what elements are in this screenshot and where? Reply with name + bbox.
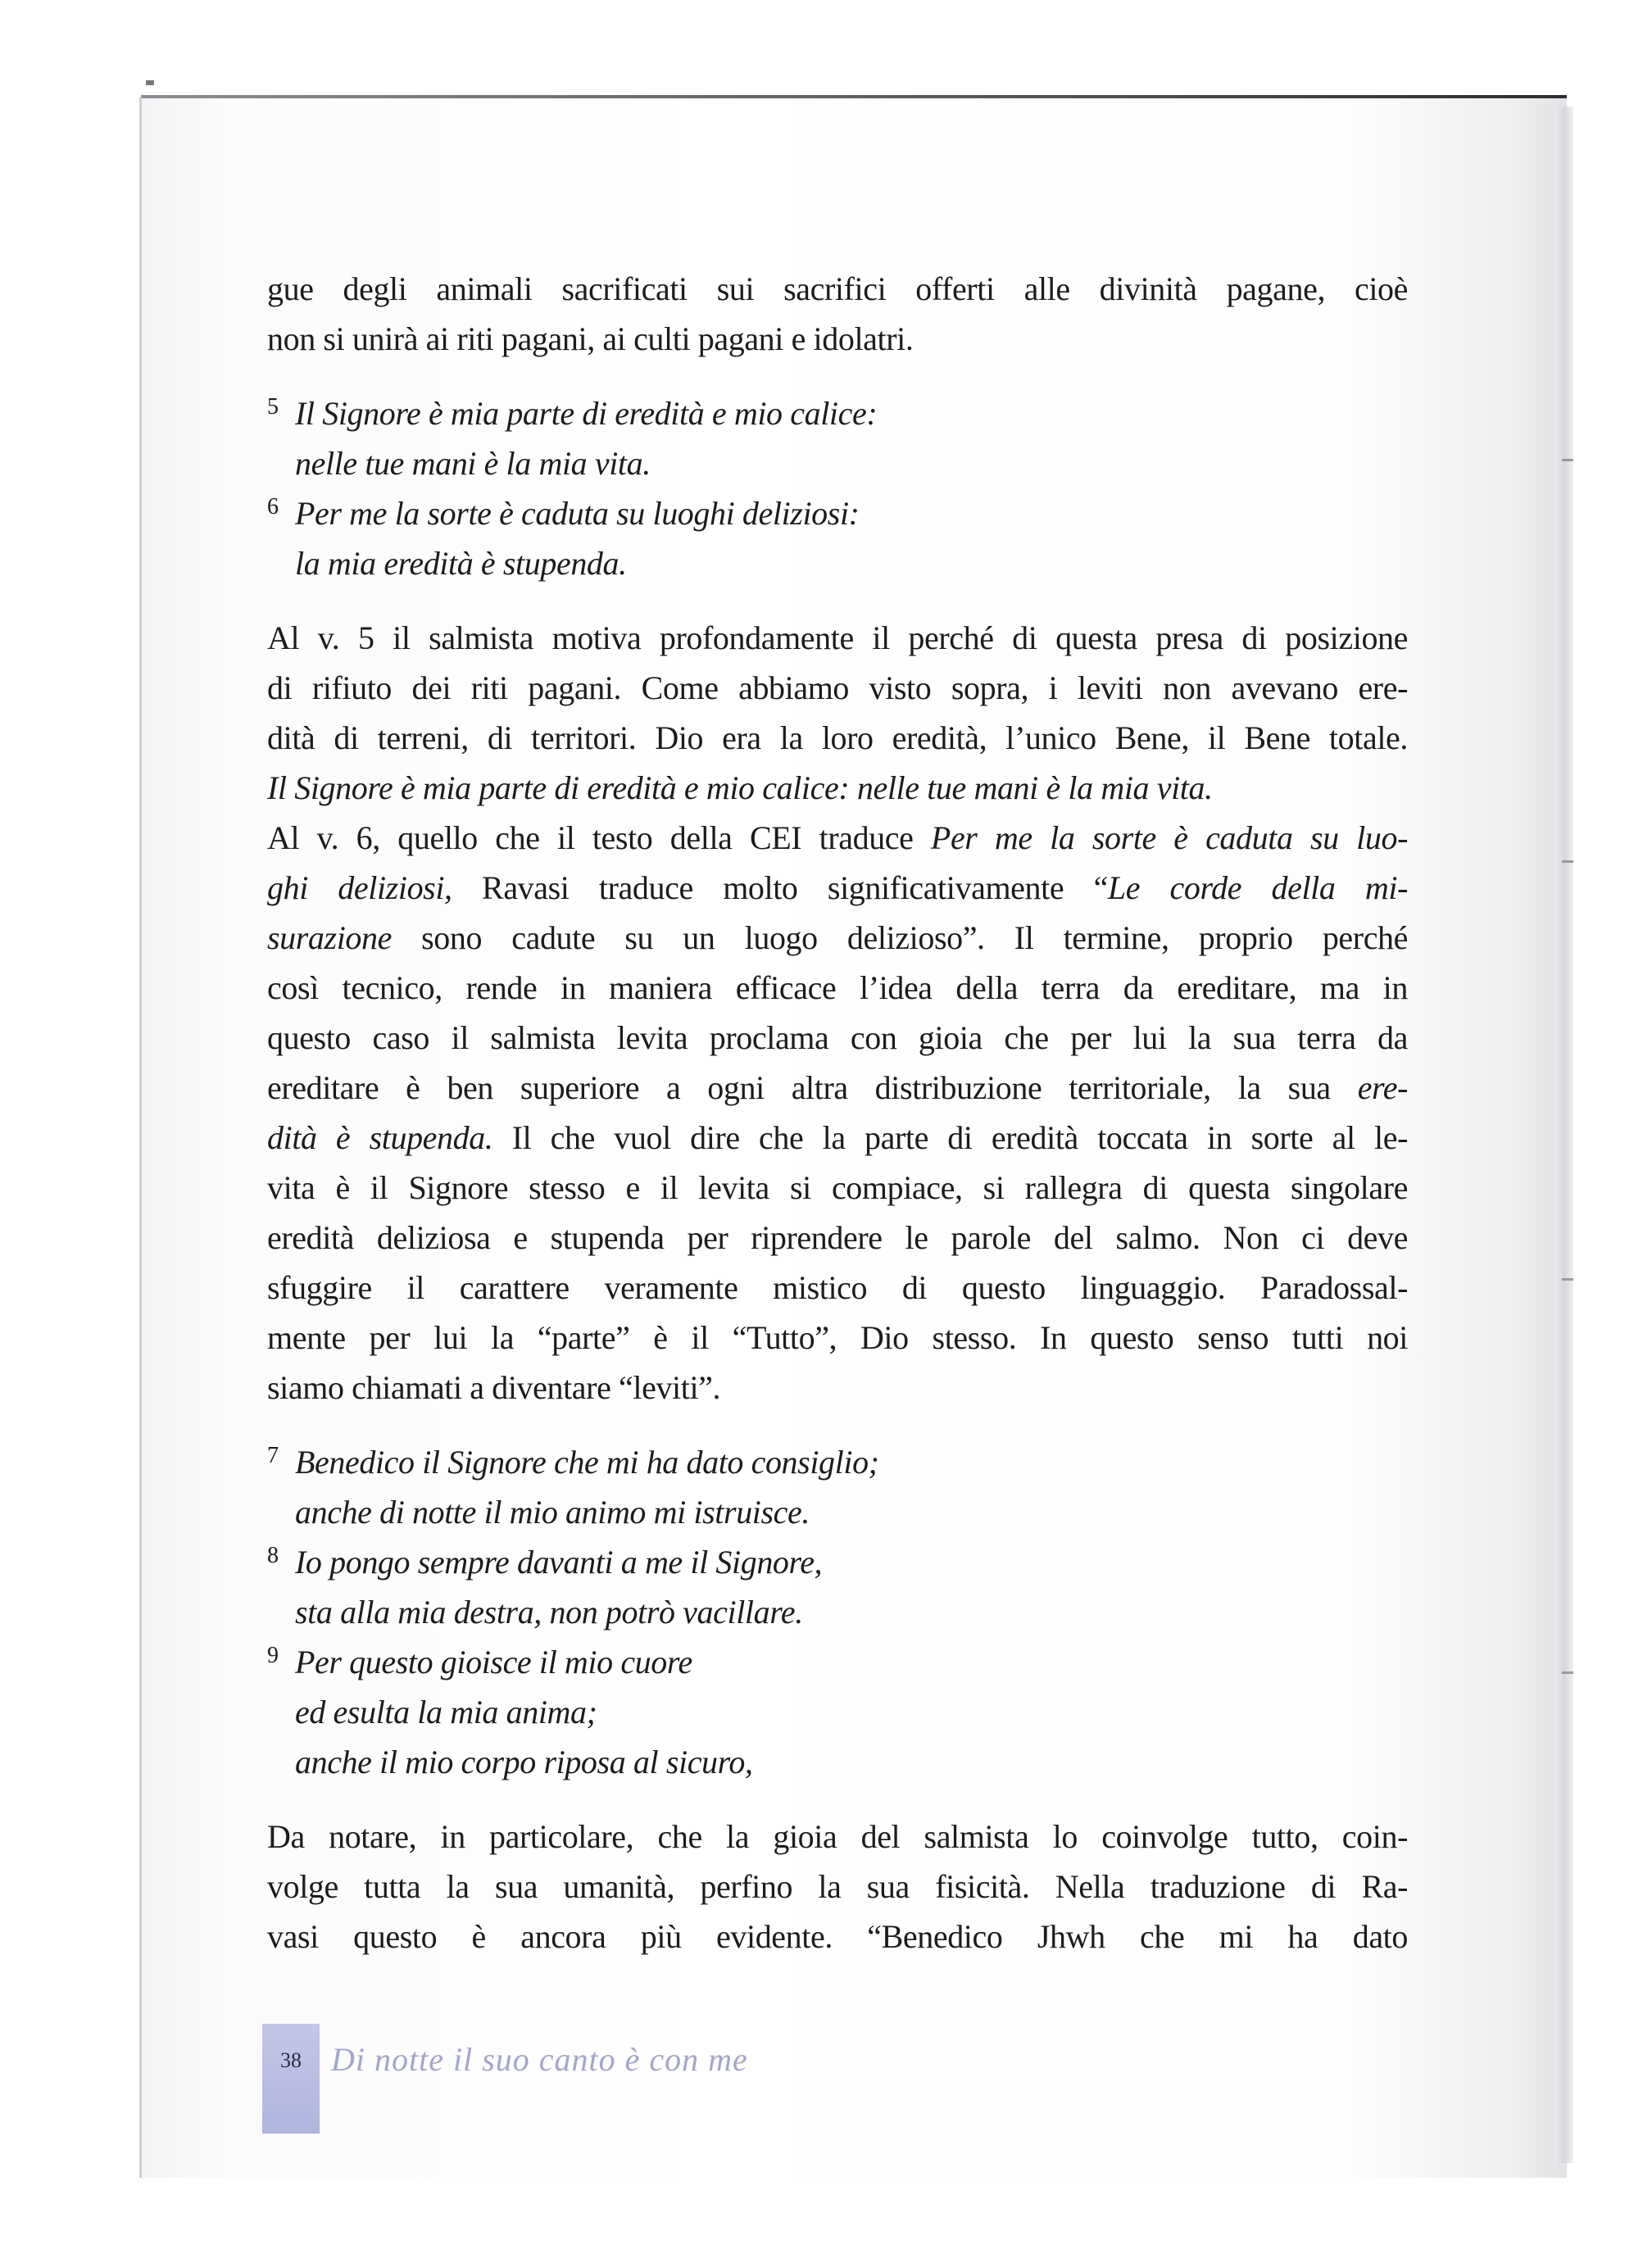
page-number: 38	[280, 2048, 302, 2072]
verse-line: Il Signore è mia parte di eredità e mio calice:	[295, 395, 878, 432]
paragraph-line: questo caso il salmista levita proclama con gioia che per lui la sua terra da	[267, 1019, 1408, 1056]
paragraph-joy	[267, 1812, 1408, 1962]
paragraph-line: di rifiuto dei riti pagani. Come abbiamo visto sopra, i leviti non avevano ere-	[267, 669, 1408, 706]
text-run-italic: Le corde della mi-	[1107, 869, 1408, 906]
paragraph-line: dità di terreni, di territori. Dio era la loro eredità, l’unico Bene, il Bene totale.	[267, 719, 1408, 756]
text-run: ereditare è ben superiore a ogni altra distribuzione territoriale, la sua	[267, 1069, 1358, 1106]
paragraph-commentary-v5	[267, 613, 1408, 813]
psalm-verse	[267, 1537, 1408, 1637]
paragraph-line	[267, 913, 1408, 963]
verse-line: anche il mio corpo riposa al sicuro,	[295, 1744, 753, 1780]
page-left-edge	[139, 97, 142, 2178]
text-run-italic: dità è stupenda.	[267, 1119, 493, 1156]
paragraph-line: Da notare, in particolare, che la gioia del salmista lo coinvolge tutto, coin-	[267, 1818, 1408, 1855]
paragraph-line: vita è il Signore stesso e il levita si compiace, si rallegra di questa singolare	[267, 1169, 1408, 1206]
verse-number: 8	[267, 1543, 279, 1568]
verse-line: ed esulta la mia anima;	[295, 1694, 597, 1730]
binding-staple	[1562, 1671, 1573, 1674]
text-run: sono cadute su un luogo delizioso”. Il termine, proprio perché	[391, 919, 1408, 956]
page-number-tab	[262, 2024, 320, 2134]
paragraph-line	[267, 1063, 1408, 1113]
verse-number: 6	[267, 494, 279, 519]
paragraph-line: mente per lui la “parte” è il “Tutto”, Dio stesso. In questo senso tutti noi	[267, 1319, 1408, 1356]
verse-line: Io pongo sempre davanti a me il Signore,	[295, 1544, 823, 1581]
psalm-verse	[267, 1437, 1408, 1537]
running-head-title: Di notte il suo canto è con me	[331, 2041, 748, 2078]
page-top-edge	[141, 95, 1567, 98]
paragraph-line	[267, 813, 1408, 863]
paragraph-line: sfuggire il carattere veramente mistico di questo linguaggio. Paradossal-	[267, 1269, 1408, 1306]
psalm-verse	[267, 1637, 1408, 1787]
verse-line: sta alla mia destra, non potrò vacillare.	[295, 1594, 803, 1630]
text-run: Al v. 6, quello che il testo della CEI traduce	[267, 819, 931, 856]
verse-number: 7	[267, 1443, 279, 1468]
psalm-quote-2	[267, 1437, 1408, 1787]
paragraph-line: vasi questo è ancora più evidente. “Benedico Jhwh che mi ha dato	[267, 1918, 1408, 1955]
paragraph-line: Il Signore è mia parte di eredità e mio calice: nelle tue mani è la mia vita.	[267, 769, 1213, 806]
paragraph-line: gue degli animali sacrificati sui sacrifici offerti alle divinità pagane, cioè	[267, 270, 1408, 307]
verse-line: anche di notte il mio animo mi istruisce.	[295, 1494, 810, 1531]
body-text	[267, 264, 1408, 1962]
scan-mark	[146, 80, 154, 85]
binding-edge	[1555, 107, 1573, 2163]
verse-number: 9	[267, 1643, 279, 1668]
verse-number: 5	[267, 394, 279, 420]
verse-line: la mia eredità è stupenda.	[295, 545, 627, 582]
paragraph-line	[267, 863, 1408, 913]
binding-staple	[1562, 860, 1573, 863]
paragraph-line: così tecnico, rende in maniera efficace l’idea della terra da ereditare, ma in	[267, 969, 1408, 1006]
psalm-verse	[267, 488, 1408, 588]
psalm-quote-1	[267, 388, 1408, 588]
psalm-verse	[267, 388, 1408, 488]
paragraph-commentary-v6	[267, 813, 1408, 1413]
paragraph-line: volge tutta la sua umanità, perfino la sua fisicità. Nella traduzione di Ra-	[267, 1868, 1408, 1905]
text-run: Il che vuol dire che la parte di eredità toccata in sorte al le-	[492, 1119, 1408, 1156]
paragraph-line: non si unirà ai riti pagani, ai culti pagani e idolatri.	[267, 320, 914, 357]
binding-staple	[1562, 1278, 1573, 1281]
paragraph-line: siamo chiamati a diventare “leviti”.	[267, 1369, 721, 1406]
paragraph-line: eredità deliziosa e stupenda per riprendere le parole del salmo. Non ci deve	[267, 1219, 1408, 1256]
paragraph-line	[267, 1113, 1408, 1163]
text-run-italic: Per me la sorte è caduta su luo-	[930, 819, 1408, 856]
paragraph-line: Al v. 5 il salmista motiva profondamente il perché di questa presa di posizione	[267, 619, 1408, 656]
text-run-italic: ere-	[1357, 1069, 1408, 1106]
text-run: Ravasi traduce molto significativamente “	[452, 869, 1108, 906]
text-run-italic: ghi deliziosi,	[267, 869, 452, 906]
text-run-italic: surazione	[267, 919, 392, 956]
verse-line: nelle tue mani è la mia vita.	[295, 445, 651, 482]
verse-line: Per questo gioisce il mio cuore	[295, 1644, 692, 1680]
binding-staple	[1562, 459, 1573, 461]
verse-line: Benedico il Signore che mi ha dato consiglio;	[295, 1444, 879, 1481]
verse-line: Per me la sorte è caduta su luoghi deliziosi:	[295, 495, 860, 532]
